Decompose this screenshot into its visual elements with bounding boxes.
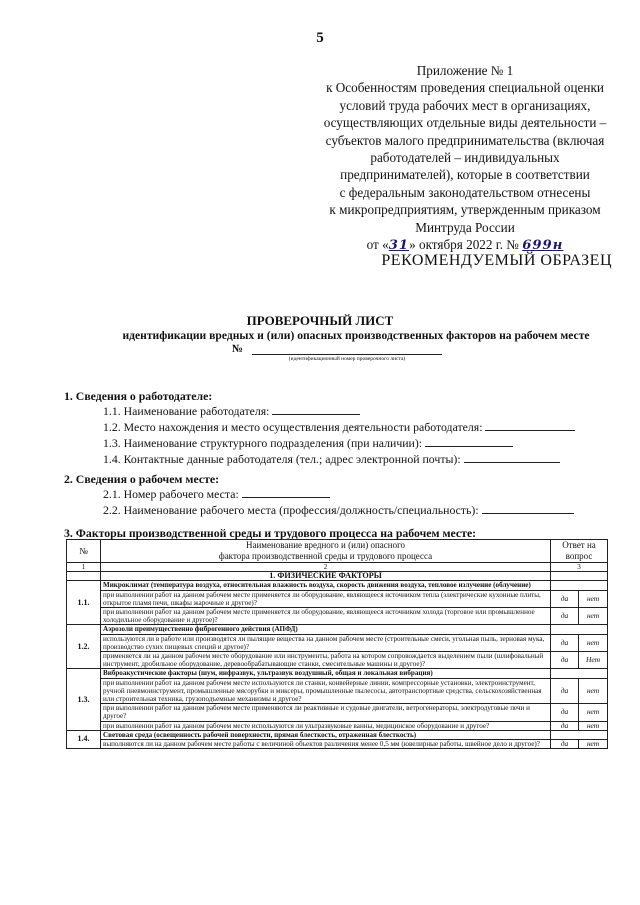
appendix-line: субъектов малого предпринимательства (включая — [325, 132, 605, 148]
answer-yes[interactable]: да — [551, 678, 579, 704]
question-row — [67, 634, 608, 651]
field-label: 2.1. Номер рабочего места: — [103, 487, 239, 501]
order-middle: » октября 2022 г. № — [409, 237, 523, 253]
number-label: № — [232, 343, 244, 355]
table-header-row — [67, 540, 608, 563]
answer-no[interactable]: нет — [579, 634, 608, 651]
appendix-line: предпринимателей), которые в соответствии — [340, 167, 590, 183]
category-title: 1. ФИЗИЧЕСКИЕ ФАКТОРЫ — [101, 572, 551, 581]
section1-title: 1. Сведения о работодателе: — [64, 389, 213, 403]
appendix-line: работодателей – индивидуальных — [370, 150, 560, 166]
header-name — [101, 540, 551, 563]
appendix-line: Минтруда России — [415, 219, 515, 235]
header-answer: Ответ на вопрос — [551, 540, 608, 563]
question-row — [67, 740, 608, 749]
page-number: 5 — [316, 30, 324, 46]
department-input[interactable] — [425, 436, 513, 447]
workplace-number-input[interactable] — [242, 487, 330, 498]
column-index: 3 — [551, 563, 608, 572]
column-index: 2 — [101, 563, 551, 572]
appendix-line: осуществляющих отдельные виды деятельности – — [323, 115, 607, 131]
group-number: 1.4. — [67, 730, 101, 748]
question-row — [67, 590, 608, 607]
answer-yes[interactable]: да — [551, 740, 579, 749]
header-name-line2: фактора производственной среды и трудового процесса — [218, 551, 433, 561]
group-title-row — [67, 730, 608, 739]
question-row — [67, 652, 608, 669]
question-text: используются ли в работе или производятся ли пылящие вещества на данном рабочем месте (строительные смеси, угольная пыль, зерновая мука, производство сухих пищевых специй и другое)? — [101, 634, 551, 651]
appendix-line: к Особенностям проведения специальной оценки — [326, 80, 604, 96]
answer-no[interactable]: нет — [579, 608, 608, 625]
field-label: 1.2. Место нахождения и место осуществления деятельности работодателя: — [103, 420, 483, 434]
question-row — [67, 704, 608, 721]
section2-title: 2. Сведения о рабочем месте: — [64, 472, 220, 486]
workplace-number-field — [103, 487, 330, 502]
question-text: при выполнении работ на данном рабочем месте применяются ли реактивные и судовые двигатели, ветрогенераторы, электродуговые печи и другое? — [101, 704, 551, 721]
group-title-row — [67, 581, 608, 590]
answer-yes[interactable]: да — [551, 608, 579, 625]
appendix-line: Приложение № 1 — [416, 63, 514, 78]
answer-no[interactable]: нет — [579, 721, 608, 730]
group-number: 1.1. — [67, 581, 101, 625]
employer-name-input[interactable] — [272, 404, 360, 415]
question-text: при выполнении работ на данном рабочем месте применяется ли оборудование, являющееся источником тепла (электрические кухонные плиты, открытое пламя печи, шкафы жарочные и другое)? — [101, 590, 551, 607]
workplace-name-input[interactable] — [482, 503, 574, 514]
contacts-input[interactable] — [464, 452, 560, 463]
order-day-handwritten: 31 — [388, 238, 410, 254]
question-row — [67, 678, 608, 704]
field-label: 1.1. Наименование работодателя: — [103, 404, 270, 418]
answer-yes[interactable]: да — [551, 704, 579, 721]
answer-no[interactable]: нет — [579, 678, 608, 704]
appendix-block — [320, 62, 610, 254]
order-prefix: от « — [366, 237, 389, 253]
group-number: 1.3. — [67, 669, 101, 730]
employer-address-input[interactable] — [485, 420, 575, 431]
number-field-line[interactable] — [252, 352, 442, 355]
section3-title: 3. Факторы производственной среды и трудового процесса на рабочем месте: — [64, 526, 477, 540]
contacts-field — [103, 452, 560, 467]
group-title-row — [67, 625, 608, 634]
appendix-line: с федеральным законодательством отнесены — [339, 184, 591, 200]
question-row — [67, 721, 608, 730]
answer-no[interactable]: нет — [579, 704, 608, 721]
appendix-line: к микропредприятиям, утвержденным приказом — [329, 202, 601, 218]
question-text: при выполнении работ на данном рабочем месте применяется ли оборудование, являющееся источником холода (торговое или промышленное холодильное оборудование и другое)? — [101, 608, 551, 625]
workplace-name-field — [103, 503, 574, 518]
group-title: Виброакустические факторы (шум, инфразвук, ультразвук воздушный, общая и локальная вибрация) — [101, 669, 551, 678]
group-title: Микроклимат (температура воздуха, относительная влажность воздуха, скорость движения воздуха, тепловое излучение (облучение) — [101, 581, 551, 590]
field-label: 2.2. Наименование рабочего места (профессия/должность/специальность): — [103, 503, 479, 517]
answer-yes[interactable]: да — [551, 590, 579, 607]
number-caption: (идентификационный номер проверочного листа) — [288, 356, 406, 362]
question-text: при выполнении работ на данном рабочем месте используются ли станки, конвейерные линии, компрессорные установки, электроинструмент, ручной пневмоинструмент, промышленные мясорубки и миксеры, промышленные пылесосы, автотранспортные средства, сельскохозяйственная или строительная техника, грузоподъемные механизмы и другое? — [101, 678, 551, 704]
column-index: 1 — [67, 563, 101, 572]
field-label: 1.3. Наименование структурного подразделения (при наличии): — [103, 436, 423, 450]
group-number: 1.2. — [67, 625, 101, 669]
group-title: Световая среда (освещенность рабочей поверхности, прямая блесткость, отраженная блесткость) — [101, 730, 551, 739]
group-title: Аэрозоли преимущественно фиброгенного действия (АПФД) — [101, 625, 551, 634]
appendix-line: условий труда рабочих мест в организациях, — [339, 97, 591, 113]
question-text: выполняются ли на данном рабочем месте работы с величиной объектов различения менее 0,5 мм (ювелирные работы, швейное дело и другое)? — [101, 740, 551, 749]
answer-no[interactable]: нет — [579, 740, 608, 749]
group-title-row — [67, 669, 608, 678]
recommended-sample-label: РЕКОМЕНДУЕМЫЙ ОБРАЗЕЦ — [381, 252, 612, 269]
question-text: применяется ли на данном рабочем месте оборудование или инструменты, работа на котором сопровождается выделением пыли (шлифовальный инструмент, дробильное оборудование, деревообрабатывающие станки, смесительные машины и другое)? — [101, 652, 551, 669]
field-label: 1.4. Контактные данные работодателя (тел.; адрес электронной почты): — [103, 452, 461, 466]
employer-name-field — [103, 404, 360, 419]
answer-no[interactable]: нет — [579, 590, 608, 607]
question-text: при выполнении работ на данном рабочем месте используются ли ультразвуковые ванны, медицинское оборудование и другое? — [101, 721, 551, 730]
answer-yes[interactable]: да — [551, 652, 579, 669]
answer-yes[interactable]: да — [551, 721, 579, 730]
answer-yes[interactable]: да — [551, 634, 579, 651]
document-subtitle: идентификации вредных и (или) опасных производственных факторов на рабочем месте — [122, 329, 590, 342]
factors-table — [66, 539, 608, 749]
document-title: ПРОВЕРОЧНЫЙ ЛИСТ — [246, 313, 394, 328]
employer-address-field — [103, 420, 575, 435]
order-number-handwritten: 699н — [522, 238, 564, 254]
department-field — [103, 436, 513, 451]
header-name-line1: Наименование вредного и (или) опасного — [245, 540, 406, 550]
answer-no[interactable]: Нет — [579, 652, 608, 669]
category-row — [67, 572, 608, 581]
header-num: № — [67, 540, 101, 563]
question-row — [67, 608, 608, 625]
